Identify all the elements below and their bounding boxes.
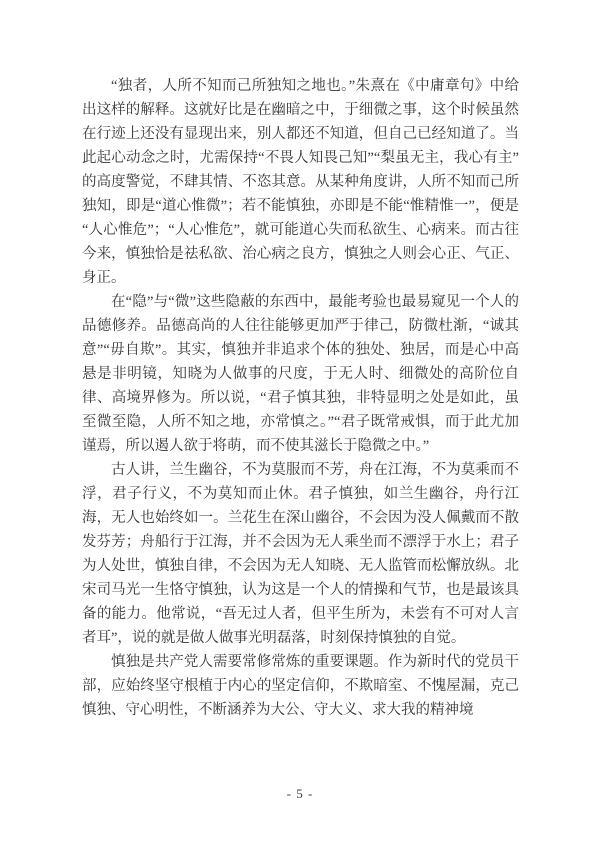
paragraph-4: 慎独是共产党人需要常修常炼的重要课题。作为新时代的党员干部，应始终坚守根植于内心的坚定信仰，不欺暗室、不愧屋漏，克己慎独、守心明性，不断涵养为大公、守大义、求大我的精神境 xyxy=(82,654,519,718)
paragraph-2: 在“隐”与“微”这些隐蔽的东西中，最能考验也最易窥见一个人的品德修养。品德高尚的人往往能够更加严于律己，防微杜渐，“诚其意”“毋自欺”。其实，慎独并非追求个体的独处、独居，而是心中高悬是非明镜，知晓为人做事的尺度，于无人时、细微处的高阶位自律、高境界修为。所以说，“君子慎其独，非特显明之处是如此，虽至微至隐，人所不知之地，亦常慎之。”“君子既常戒惧，而于此尤加谨焉，所以遏人欲于将萌，而不使其滋长于隐微之中。” xyxy=(82,294,519,454)
paragraph-1: “独者，人所不知而己所独知之地也。”朱熹在《中庸章句》中给出这样的解释。这就好比是在幽暗之中，于细微之事，这个时候虽然在行迹上还没有显现出来，别人都还不知道，但自己已经知道了。当此起心动念之时，尤需保持“不畏人知畏己知”“梨虽无主，我心有主”的高度警觉，不肆其情、不恣其意。从某种角度讲，人所不知而己所独知，即是“道心惟微”；若不能慎独，亦即是不能“惟精惟一”，便是“人心惟危”；“人心惟危”，就可能道心失而私欲生、心病来。而古往今来，慎独恰是祛私欲、治心病之良方，慎独之人则会心正、气正、身正。 xyxy=(82,78,519,286)
text-body xyxy=(82,74,519,722)
page-number: - 5 - xyxy=(286,786,314,801)
paragraph-3: 古人讲，兰生幽谷，不为莫服而不芳，舟在江海，不为莫乘而不浮，君子行义，不为莫知而止休。君子慎独，如兰生幽谷，舟行江海，无人也始终如一。兰花生在深山幽谷，不会因为没人佩戴而不散发芬芳；舟船行于江海，并不会因为无人乘坐而不漂浮于水上；君子为人处世，慎独自律，不会因为无人知晓、无人监管而松懈放纵。北宋司马光一生恪守慎独，认为这是一个人的情操和气节，也是最该具备的能力。他常说，“吾无过人者，但平生所为，未尝有不可对人言者耳”，说的就是做人做事光明磊落，时刻保持慎独的自觉。 xyxy=(82,462,519,646)
